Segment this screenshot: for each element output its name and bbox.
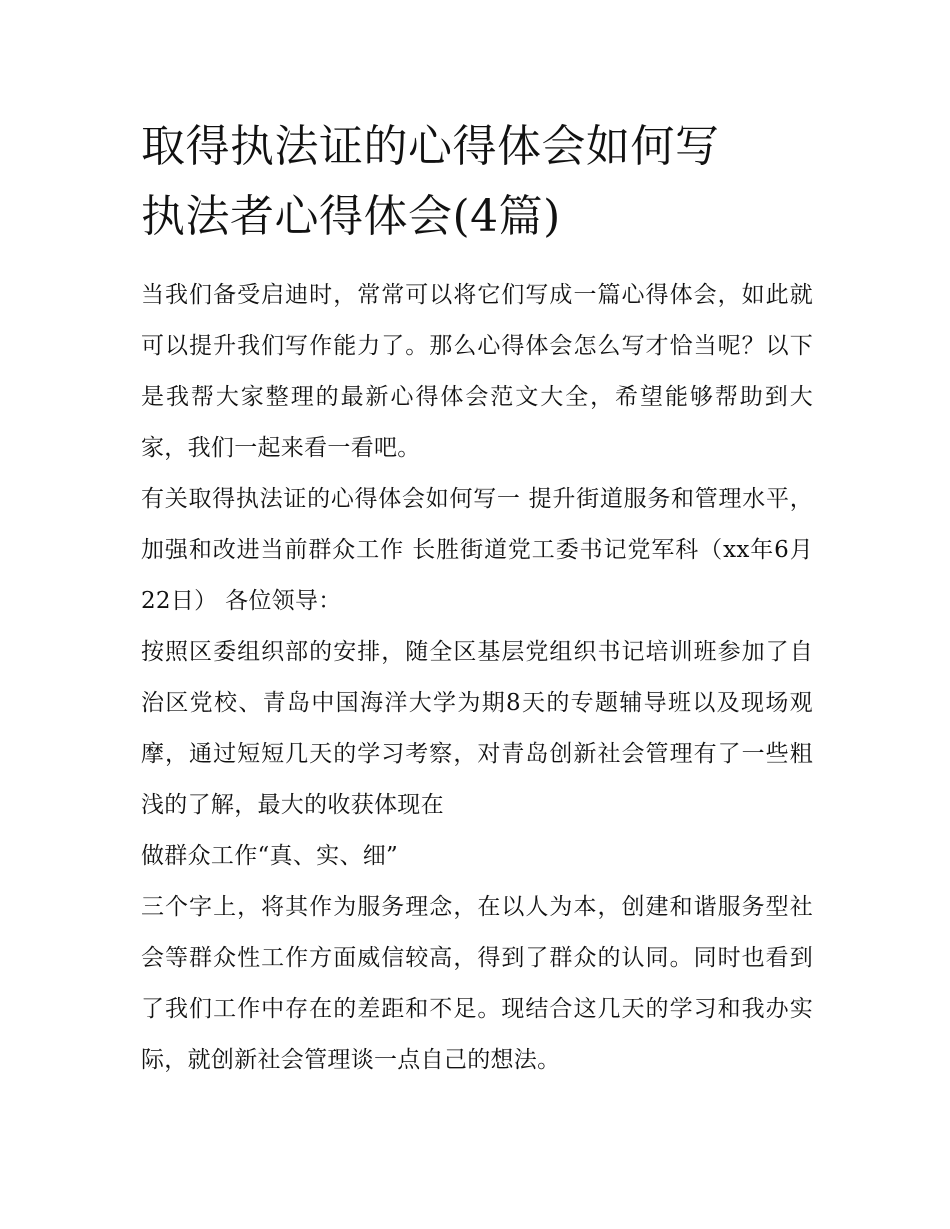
- document-body: [141, 112, 813, 1086]
- document-title: [141, 112, 813, 252]
- paragraph-intro: 当我们备受启迪时，常常可以将它们写成一篇心得体会，如此就可以提升我们写作能力了。那么心得体会怎么写才恰当呢？以下是我帮大家整理的最新心得体会范文大全，希望能够帮助到大家，我们一起来看一看吧。: [141, 282, 813, 461]
- paragraph-principle: 做群众工作“真、实、细”: [141, 843, 399, 869]
- paragraph-heading: 有关取得执法证的心得体会如何写一 提升街道服务和管理水平，加强和改进当前群众工作 长胜街道党工委书记党军科（xx年6月22日） 各位领导：: [141, 486, 813, 614]
- title-line-1: 取得执法证的心得体会如何写: [141, 121, 720, 172]
- paragraph-conclusion: 三个字上，将其作为服务理念，在以人为本，创建和谐服务型社会等群众性工作方面威信较高，得到了群众的认同。同时也看到了我们工作中存在的差距和不足。现结合这几天的学习和我办实际，就创新社会管理谈一点自己的想法。: [141, 894, 813, 1073]
- title-line-2: 执法者心得体会(4篇): [141, 191, 561, 242]
- paragraph-training: 按照区委组织部的安排，随全区基层党组织书记培训班参加了自治区党校、青岛中国海洋大学为期8天的专题辅导班以及现场观摩，通过短短几天的学习考察，对青岛创新社会管理有了一些粗浅的了解，最大的收获体现在: [141, 639, 813, 818]
